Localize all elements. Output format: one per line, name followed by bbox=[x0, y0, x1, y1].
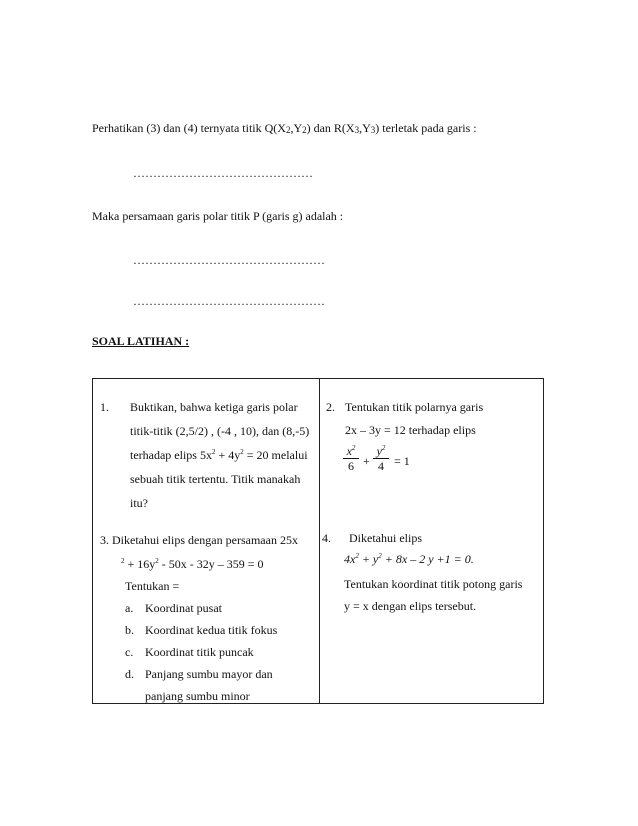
p1-line2: titik-titik (2,5/2) , (-4 , 10), dan (8,-5) bbox=[130, 424, 310, 438]
p1-exp1: 2 bbox=[211, 448, 216, 456]
p1-number: 1. bbox=[100, 400, 109, 414]
sub-q1: 2 bbox=[285, 125, 291, 135]
p3-item-c-text: Koordinat titik puncak bbox=[145, 645, 254, 659]
dots-line-2: ………………………………………… bbox=[133, 253, 325, 267]
p3-item-b-text: Koordinat kedua titik fokus bbox=[145, 623, 278, 637]
section-heading: SOAL LATIHAN : bbox=[92, 334, 190, 348]
p4-number: 4. bbox=[322, 531, 331, 545]
p3-line1: 3. Diketahui elips dengan persamaan 25x bbox=[100, 533, 298, 547]
p2-line2: 2x – 3y = 12 terhadap elips bbox=[345, 423, 476, 437]
p2-plus: + bbox=[363, 454, 370, 468]
p4-eq-exp1: 2 bbox=[355, 552, 359, 560]
p4-eq-c: + 8x – 2 y +1 = 0. bbox=[381, 552, 474, 566]
p2-frac-y-var: y bbox=[376, 444, 382, 458]
p4-line1: Diketahui elips bbox=[349, 531, 422, 545]
intro-text-pre: Perhatikan (3) dan (4) ternyata titik Q(X bbox=[92, 121, 286, 135]
p4-eq-exp2: 2 bbox=[378, 552, 382, 560]
p1-exp2: 2 bbox=[240, 448, 244, 456]
p2-equals: = 1 bbox=[394, 454, 410, 468]
p3-item-b-letter: b. bbox=[125, 623, 134, 637]
sep-q: ,Y bbox=[290, 121, 303, 135]
p1-line3-post: = 20 melalui bbox=[243, 448, 308, 462]
p2-line1: Tentukan titik polarnya garis bbox=[345, 400, 484, 414]
p3-item-d-letter: d. bbox=[125, 667, 134, 681]
p2-frac-x-exp: 2 bbox=[351, 444, 356, 452]
p3-line2-post: - 50x - 32y – 359 = 0 bbox=[158, 557, 264, 571]
p2-fraction-y-num bbox=[373, 445, 389, 459]
sep-r: ,Y bbox=[359, 121, 371, 135]
p3-line2 bbox=[121, 557, 264, 572]
dots-line-1: ……………………………………… bbox=[133, 166, 313, 180]
p3-item-a-letter: a. bbox=[125, 601, 134, 615]
p1-line5: itu? bbox=[130, 496, 148, 510]
sub-q2: 2 bbox=[302, 125, 307, 135]
table-divider bbox=[319, 378, 320, 704]
p3-item-d-cont: panjang sumbu minor bbox=[145, 689, 250, 703]
intro-text-post: ) terletak pada garis : bbox=[375, 121, 477, 135]
p1-line1: Buktikan, bahwa ketiga garis polar bbox=[130, 400, 298, 414]
p3-tentukan: Tentukan = bbox=[125, 579, 180, 593]
p2-number: 2. bbox=[326, 400, 335, 414]
dots-line-3: ………………………………………… bbox=[133, 294, 325, 308]
p4-eq-b: + y bbox=[358, 552, 379, 566]
intro-line bbox=[92, 121, 477, 136]
p1-line3-mid: + 4y bbox=[215, 448, 241, 462]
p2-fraction-y bbox=[373, 445, 389, 474]
sub-r2: 3 bbox=[370, 125, 376, 135]
p4-line3: Tentukan koordinat titik potong garis bbox=[344, 577, 523, 591]
p3-exp1: 2 bbox=[121, 557, 125, 565]
p4-equation bbox=[344, 552, 474, 567]
p4-line4: y = x dengan elips tersebut. bbox=[344, 599, 477, 613]
p2-frac-y-exp: 2 bbox=[381, 444, 386, 452]
p1-line4: sebuah titik tertentu. Titik manakah bbox=[130, 472, 301, 486]
polar-line-text: Maka persamaan garis polar titik P (garis g) adalah : bbox=[92, 209, 344, 223]
p3-item-a-text: Koordinat pusat bbox=[145, 601, 222, 615]
p3-item-c-letter: c. bbox=[125, 645, 134, 659]
p3-item-d-text: Panjang sumbu mayor dan bbox=[145, 667, 273, 681]
intro-text-mid: ) dan R(X bbox=[306, 121, 355, 135]
p2-fraction-x bbox=[343, 445, 359, 474]
p4-eq-a: 4x bbox=[344, 552, 356, 566]
p3-line2-mid: + 16y bbox=[124, 557, 156, 571]
p3-exp2: 2 bbox=[155, 557, 159, 565]
sub-r1: 3 bbox=[354, 125, 360, 135]
p1-line3 bbox=[130, 448, 308, 463]
p1-line3-pre: terhadap elips 5x bbox=[130, 448, 212, 462]
p2-frac-x-var: x bbox=[346, 444, 352, 458]
p2-fraction-x-num bbox=[343, 445, 359, 459]
p2-frac-y-den: 4 bbox=[378, 459, 384, 473]
p2-frac-x-den: 6 bbox=[348, 459, 354, 473]
